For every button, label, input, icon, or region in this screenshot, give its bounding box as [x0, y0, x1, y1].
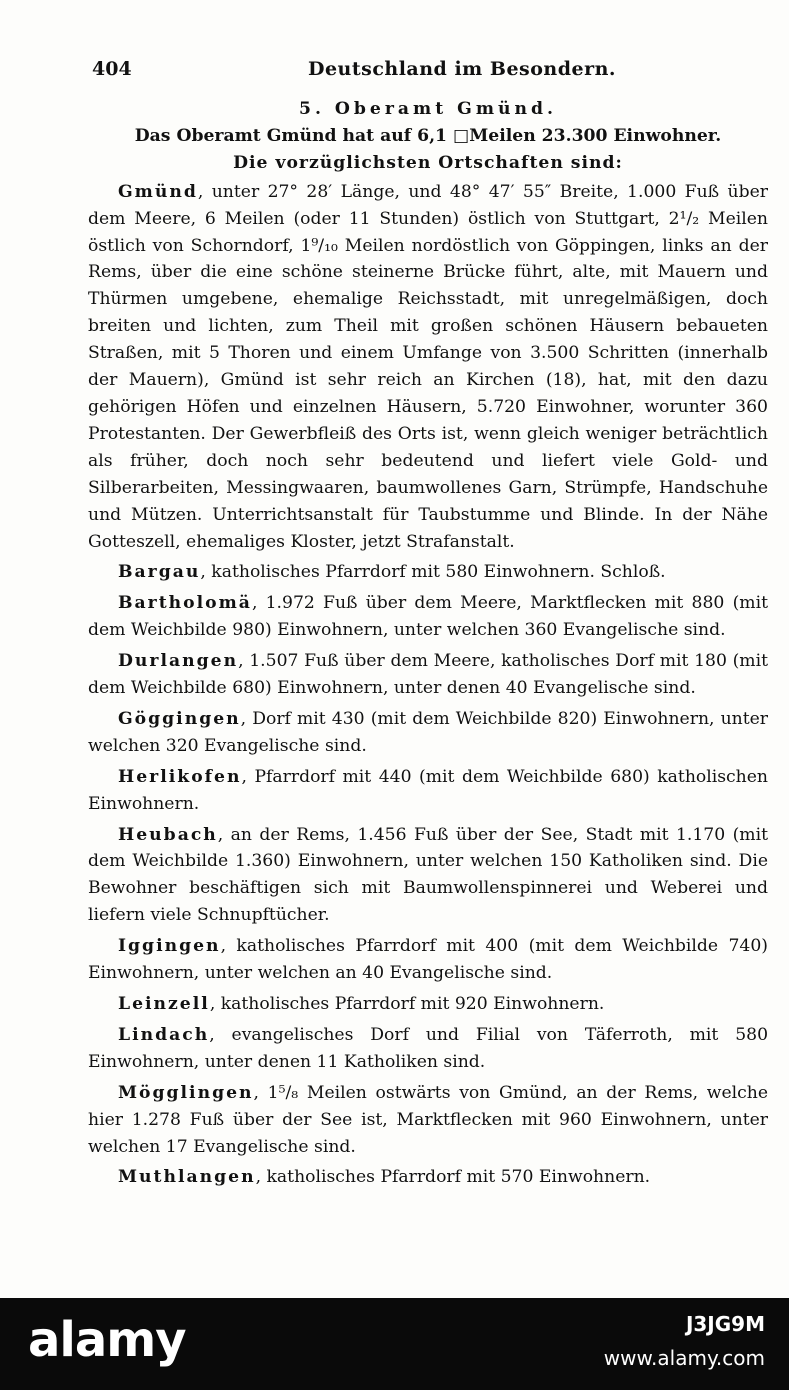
- entry-place: Bartholomä: [118, 593, 252, 614]
- entry-place: Gmünd: [118, 181, 198, 202]
- page-body: [88, 96, 768, 1195]
- entry-text: , unter 27° 28′ Länge, und 48° 47′ 55″ Breite, 1.000 Fuß über dem Meere, 6 Meilen (oder 11 Stunden) östlich von Stuttgart, 2¹/₂ Meilen östlich von Schorndorf, 1⁹/₁₀ Meilen nordöstlich von Göppingen, links an der Rems, über die eine schöne steinerne Brücke führt, alte, mit Mauern und Thürmen umgebene, ehemalige Reichsstadt, mit unregelmäßigen, doch breiten und lichten, zum Theil mit großen schönen Häusern bebaueten Straßen, mit 5 Thoren und einem Umfange von 3.500 Schritten (innerhalb der Mauern), Gmünd ist sehr reich an Kirchen (18), hat, mit den dazu gehörigen Höfen und einzelnen Häusern, 5.720 Einwohner, worunter 360 Protestanten. Der Gewerbfleiß des Orts ist, wenn gleich weniger beträchtlich als früher, doch noch sehr bedeutend und liefert viele Gold- und Silberarbeiten, Messingwaaren, baumwollenes Garn, Strümpfe, Handschuhe und Mützen. Unterrichtsanstalt für Taubstumme und Blinde. In der Nähe Gotteszell, ehemaliges Kloster, jetzt Strafanstalt.: [88, 181, 768, 552]
- entry-lindach: [88, 1022, 768, 1076]
- watermark-footer: [0, 1298, 789, 1390]
- entry-durlangen: [88, 648, 768, 702]
- entry-place: Herlikofen: [118, 766, 242, 787]
- entry-place: Lindach: [118, 1024, 210, 1045]
- entry-text: , 1⁵/₈ Meilen ostwärts von Gmünd, an der Rems, welche hier 1.278 Fuß über der See ist, Marktflecken mit 960 Einwohnern, unter welchen 17 Evangelische sind.: [88, 1082, 768, 1157]
- entry-place: Muthlangen: [118, 1167, 256, 1188]
- running-head: Deutschland im Besondern.: [307, 58, 617, 80]
- entry-herlikofen: [88, 764, 768, 818]
- entry-text: , 1.507 Fuß über dem Meere, katholisches Dorf mit 180 (mit dem Weichbilde 680) Einwohnern, unter denen 40 Evangelische sind.: [88, 651, 768, 699]
- entry-bargau: [88, 559, 768, 586]
- entry-bartholomae: [88, 590, 768, 644]
- page-header: [92, 58, 752, 88]
- entry-text: , katholisches Pfarrdorf mit 580 Einwohnern. Schloß.: [200, 562, 666, 583]
- entry-text: , 1.972 Fuß über dem Meere, Marktflecken mit 880 (mit dem Weichbilde 980) Einwohnern, unter welchen 360 Evangelische sind.: [88, 593, 768, 641]
- entry-place: Mögglingen: [118, 1082, 254, 1103]
- brand-logo: alamy: [28, 1312, 186, 1368]
- section-title: 5. Oberamt Gmünd.: [298, 99, 557, 119]
- section-subtitle: Die vorzüglichsten Ortschaften sind:: [233, 152, 623, 173]
- page-number: 404: [92, 58, 132, 80]
- section-intro: Das Oberamt Gmünd hat auf 6,1 □Meilen 23.300 Einwohner.: [134, 125, 722, 146]
- entry-gmuend: [88, 179, 768, 556]
- entry-text: , katholisches Pfarrdorf mit 920 Einwohnern.: [209, 994, 605, 1014]
- entry-muthlangen: [88, 1164, 768, 1191]
- entry-moegglingen: [88, 1080, 768, 1161]
- entry-text: , evangelisches Dorf und Filial von Täferroth, mit 580 Einwohnern, unter denen 11 Katholiken sind.: [88, 1024, 768, 1072]
- entry-place: Durlangen: [118, 651, 239, 672]
- stock-image-id: J3JG9M: [685, 1312, 765, 1336]
- entry-goeggingen: [88, 706, 768, 760]
- entry-place: Bargau: [118, 562, 201, 583]
- entry-place: Göggingen: [118, 708, 241, 729]
- entry-place: Heubach: [118, 824, 218, 845]
- entry-text: , an der Rems, 1.456 Fuß über der See, Stadt mit 1.170 (mit dem Weichbilde 1.360) Einwohnern, unter welchen 150 Katholiken sind. Die Bewohner beschäftigen sich mit Baumwollenspinnerei und Weberei und liefern viele Schnupftücher.: [88, 824, 768, 926]
- entry-place: Leinzell: [118, 994, 210, 1014]
- entry-text: , Dorf mit 430 (mit dem Weichbilde 820) Einwohnern, unter welchen 320 Evangelische sind.: [88, 708, 768, 756]
- entry-text: , Pfarrdorf mit 440 (mit dem Weichbilde 680) katholischen Einwohnern.: [88, 766, 768, 814]
- site-url: www.alamy.com: [603, 1346, 765, 1370]
- entry-heubach: [88, 822, 768, 930]
- entry-place: Iggingen: [118, 936, 221, 957]
- entry-leinzell: [88, 991, 768, 1018]
- entry-text: , katholisches Pfarrdorf mit 400 (mit dem Weichbilde 740) Einwohnern, unter welchen an 40 Evangelische sind.: [88, 936, 768, 984]
- entry-iggingen: [88, 933, 768, 987]
- entry-text: , katholisches Pfarrdorf mit 570 Einwohnern.: [255, 1167, 651, 1188]
